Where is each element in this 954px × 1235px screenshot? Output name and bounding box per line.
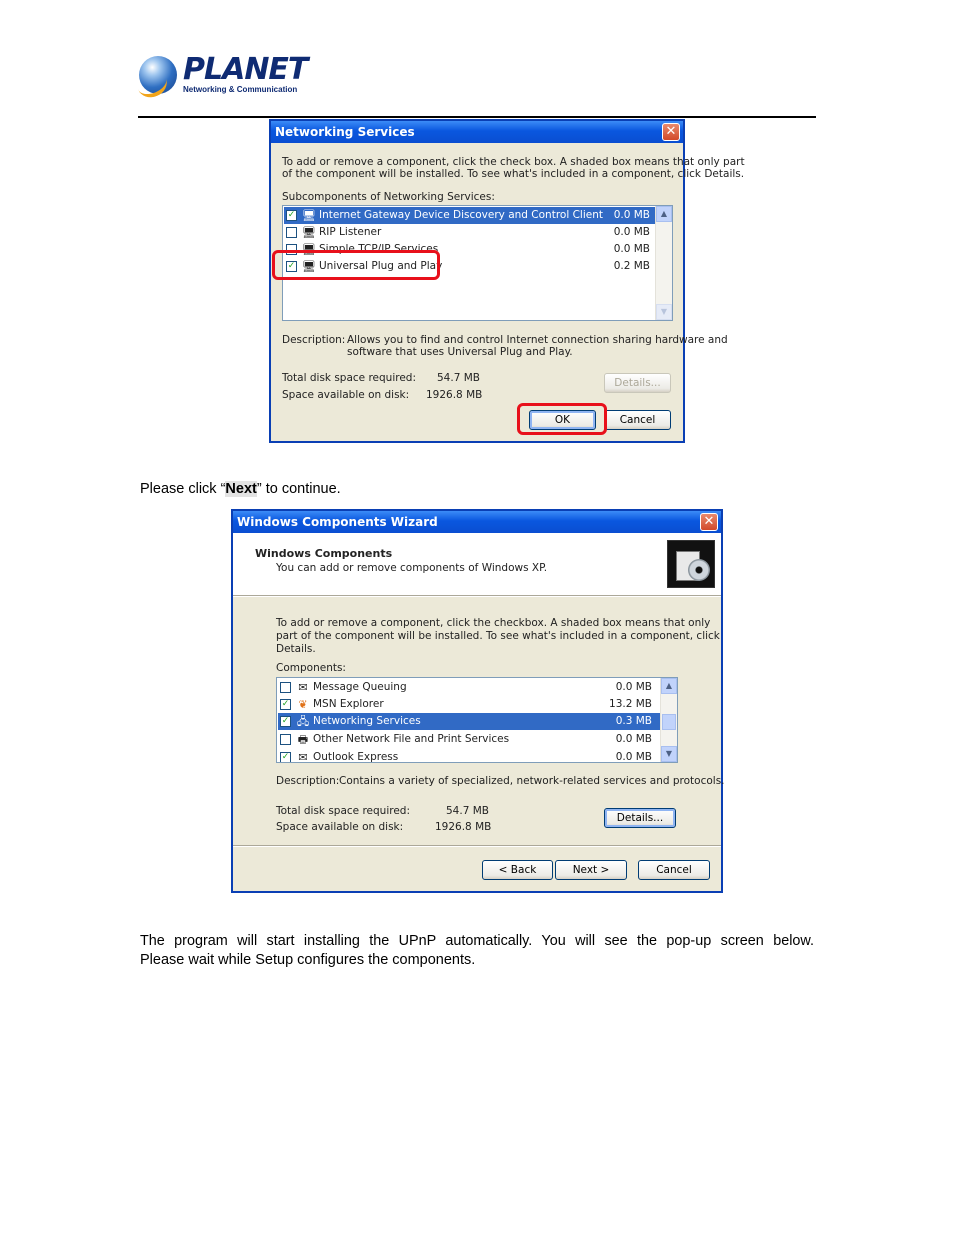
highlight-upnp <box>272 250 443 280</box>
print-services-icon: 🖶 <box>297 733 309 746</box>
vertical-scrollbar[interactable] <box>655 206 672 320</box>
computer-icon: 🖥 <box>302 209 316 222</box>
item-size: 0.3 MB <box>615 715 652 727</box>
close-button[interactable] <box>700 513 718 531</box>
instruction-next <box>140 480 341 499</box>
checkbox[interactable]: ✓ <box>287 210 296 220</box>
footer-separator <box>233 845 721 847</box>
item-size: 0.0 MB <box>613 209 650 221</box>
dialog-title: Windows Components Wizard <box>237 515 438 529</box>
brand-tagline: Networking & Communication <box>183 85 298 94</box>
dialog-titlebar[interactable] <box>233 511 721 533</box>
planet-logo <box>139 52 308 97</box>
instruction-text: ” to continue. <box>256 481 341 497</box>
intro-text-line-1: To add or remove a component, click the checkbox. A shaded box means that only <box>276 617 711 629</box>
disk-required-label: Total disk space required: <box>276 805 411 817</box>
highlight-ok <box>517 403 607 435</box>
item-size: 0.2 MB <box>613 260 650 272</box>
disk-available-value: 1926.8 MB <box>435 821 492 833</box>
instruction-line-1: The program will start installing the UPnP automatically. You will see the pop-up screen below. <box>140 933 814 949</box>
scroll-up-icon[interactable]: ▲ <box>661 678 677 694</box>
disk-available-label: Space available on disk: <box>282 389 410 401</box>
instruction-text: Please click “ <box>140 481 226 497</box>
install-box-icon <box>667 540 715 588</box>
disk-available-value: 1926.8 MB <box>426 389 483 401</box>
item-label: Universal Plug and Play <box>319 260 443 272</box>
scroll-thumb[interactable] <box>662 714 676 730</box>
header-separator <box>233 595 721 597</box>
instruction-install <box>140 932 814 970</box>
close-icon: ✕ <box>665 124 677 139</box>
disk-available-label: Space available on disk: <box>276 821 404 833</box>
description-label: Description: <box>276 775 340 787</box>
checkbox[interactable]: ✓ <box>281 699 290 709</box>
list-item[interactable] <box>278 679 661 696</box>
description-text: Contains a variety of specialized, network-related services and protocols. <box>339 775 725 787</box>
item-label: Outlook Express <box>313 751 399 763</box>
item-size: 0.0 MB <box>613 243 650 255</box>
wizard-header <box>233 533 721 595</box>
intro-text-line-2: part of the component will be installed. To see what's included in a component, click <box>276 630 720 642</box>
list-label: Subcomponents of Networking Services: <box>282 191 495 203</box>
item-label: Message Queuing <box>313 681 407 693</box>
list-label: Components: <box>276 662 346 674</box>
computer-icon: 🖥 <box>302 243 316 256</box>
back-button[interactable]: < Back <box>482 860 553 880</box>
disk-required-value: 54.7 MB <box>437 372 480 384</box>
next-button[interactable]: Next > <box>555 860 627 880</box>
components-list[interactable] <box>276 677 678 763</box>
cancel-button[interactable]: Cancel <box>604 410 671 430</box>
wizard-subheading: You can add or remove components of Windows XP. <box>276 562 548 574</box>
description-line-1: Allows you to find and control Internet connection sharing hardware and <box>347 334 728 346</box>
vertical-scrollbar[interactable] <box>660 678 677 762</box>
intro-text-line-3: Details. <box>276 643 316 655</box>
instruction-line-2: Please wait while Setup configures the components. <box>140 952 476 968</box>
list-item[interactable] <box>278 749 661 763</box>
scroll-up-icon[interactable]: ▲ <box>656 206 672 222</box>
wizard-heading: Windows Components <box>255 547 393 560</box>
item-size: 0.0 MB <box>613 226 650 238</box>
scroll-down-icon[interactable]: ▼ <box>656 304 672 320</box>
checkbox[interactable] <box>280 682 291 693</box>
checkbox[interactable]: ✓ <box>281 752 290 762</box>
outlook-express-icon: ✉ <box>298 751 308 763</box>
item-label: Simple TCP/IP Services <box>319 243 439 255</box>
msn-butterfly-icon: ❦ <box>298 698 308 711</box>
close-icon: ✕ <box>703 514 715 529</box>
disk-required-label: Total disk space required: <box>282 372 417 384</box>
intro-text-line-1: To add or remove a component, click the check box. A shaded box means that only part <box>282 156 745 168</box>
next-emphasis: Next <box>225 481 257 497</box>
header-divider <box>138 116 816 118</box>
brand-name: PLANET <box>183 52 308 87</box>
cancel-button[interactable]: Cancel <box>638 860 710 880</box>
details-button[interactable]: Details... <box>604 373 671 393</box>
computer-icon: 🖥 <box>302 226 316 239</box>
computer-icon: 🖥 <box>302 260 316 273</box>
item-label: RIP Listener <box>319 226 382 238</box>
item-size: 0.0 MB <box>615 681 652 693</box>
intro-text-line-2: of the component will be installed. To see what's included in a component, click Details. <box>282 168 745 180</box>
networking-services-dialog <box>269 119 745 443</box>
list-item[interactable] <box>284 207 656 224</box>
disk-required-value: 54.7 MB <box>446 805 489 817</box>
checkbox[interactable]: ✓ <box>281 716 290 726</box>
windows-components-wizard <box>231 509 723 893</box>
description-label: Description: <box>282 334 346 346</box>
list-item[interactable] <box>284 224 656 241</box>
checkbox[interactable]: ✓ <box>287 261 296 271</box>
item-label: Other Network File and Print Services <box>313 733 510 745</box>
list-item[interactable] <box>278 713 661 730</box>
network-computers-icon: 🖧 <box>296 715 310 728</box>
dialog-title: Networking Services <box>275 125 415 139</box>
item-size: 0.0 MB <box>615 751 652 763</box>
item-label: MSN Explorer <box>313 698 384 710</box>
dialog-titlebar[interactable] <box>271 121 683 143</box>
item-label: Networking Services <box>313 715 421 727</box>
close-button[interactable] <box>662 123 680 141</box>
details-button[interactable]: Details... <box>604 808 676 828</box>
item-size: 13.2 MB <box>609 698 652 710</box>
scroll-down-icon[interactable]: ▼ <box>661 746 677 762</box>
list-item[interactable] <box>278 731 661 748</box>
checkbox[interactable] <box>280 734 291 745</box>
item-label: Internet Gateway Device Discovery and Control Client <box>319 209 603 221</box>
message-queuing-icon: ✉ <box>298 681 308 694</box>
checkbox[interactable] <box>286 227 297 238</box>
ok-button[interactable]: OK <box>529 410 596 430</box>
description-line-2: software that uses Universal Plug and Play. <box>347 346 573 358</box>
item-size: 0.0 MB <box>615 733 652 745</box>
list-item[interactable] <box>278 696 661 713</box>
